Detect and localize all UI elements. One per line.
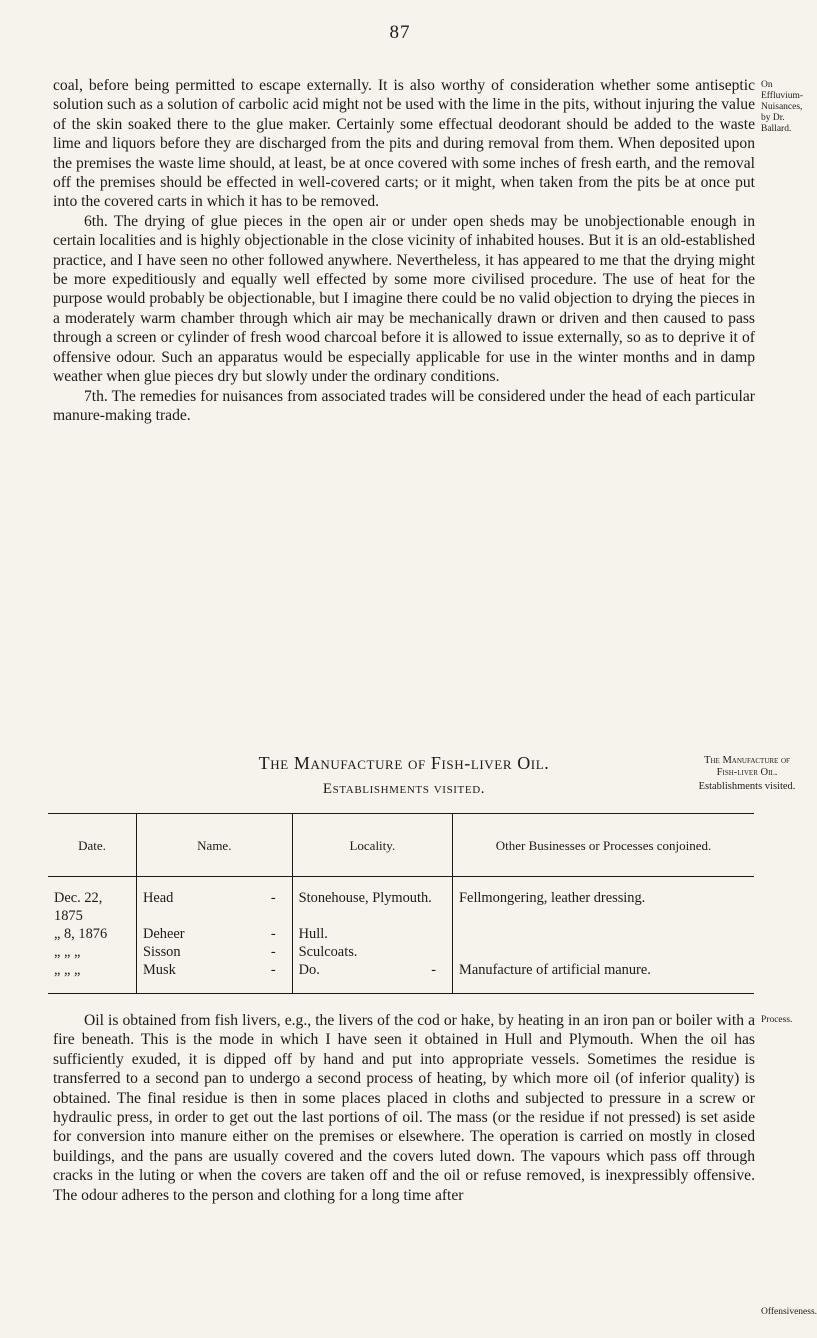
cell-locality: Sculcoats. bbox=[292, 943, 452, 961]
table-row bbox=[48, 943, 754, 961]
table-row bbox=[48, 961, 754, 994]
section-subtitle: Establishments visited. bbox=[322, 781, 486, 797]
cell-name bbox=[136, 925, 292, 943]
establishments-table bbox=[48, 813, 754, 994]
cell-date: Dec. 22, 1875 bbox=[54, 890, 103, 924]
header-other-businesses: Other Businesses or Processes conjoined. bbox=[453, 814, 754, 877]
header-name: Name. bbox=[136, 814, 292, 877]
name-text: Sisson bbox=[142, 944, 181, 960]
name-text: Deheer bbox=[142, 926, 185, 942]
leader-dash: - bbox=[270, 926, 276, 942]
margin-section-subtitle: Establishments visited. bbox=[698, 781, 796, 792]
cell-name bbox=[136, 961, 292, 994]
margin-note-section bbox=[693, 755, 801, 793]
cell-date: „ „ „ bbox=[54, 944, 81, 960]
name-text: Head bbox=[142, 890, 174, 906]
paragraph: 7th. The remedies for nuisances from associated trades will be considered under the head of each particular manure-making trade. bbox=[53, 387, 755, 424]
leader-dash: - bbox=[431, 962, 437, 978]
margin-section-title: The Manufacture of Fish-liver Oil. bbox=[704, 755, 790, 778]
header-locality: Locality. bbox=[292, 814, 452, 877]
cell-date: „ „ „ bbox=[48, 961, 136, 994]
page-number: 87 bbox=[389, 22, 411, 43]
margin-note-effluvium: On Effluvium-Nuisances, by Dr. Ballard. bbox=[761, 80, 804, 134]
cell-other bbox=[453, 943, 754, 961]
margin-note-process: Process. bbox=[761, 1015, 793, 1025]
table-row bbox=[48, 925, 754, 943]
cell-date: „ 8, 1876 bbox=[54, 926, 108, 942]
paragraph: coal, before being permitted to escape externally. It is also worthy of consideration whether some antiseptic solution such as a solution of carbolic acid might not be used with the lime in the pits, without injuring the value of the skin soaked there to the glue maker. Certainly some effectual deodorant should be added to the waste lime and liquors before they are discharged from the pits and during removal from them. When deposited upon the premises the waste lime should, at least, be at once covered with some inches of fresh earth, and the removal off the premises should be effected in well-covered carts; or it might, when taken from the pits be at once put into the covered carts in which it has to be removed. bbox=[53, 77, 755, 211]
leader-dash: - bbox=[270, 962, 276, 978]
cell-name bbox=[136, 943, 292, 961]
paragraph: 6th. The drying of glue pieces in the open air or under open sheds may be unobjectionable enough in certain localities and is highly objectionable in the close vicinity of inhabited houses. But it is an old-established practice, and I have seen no other followed anywhere. Nevertheless, it has appeared to me that the drying might be more expeditiously and equally well effected by some more civilised procedure. The use of heat for the purpose would probably be objectionable, but I imagine there could be no valid objection to drying the pieces in a moderately warm chamber through which air may be mechanically drawn or driven and then caused to pass through a screen or cylinder of fresh wood charcoal before it is allowed to issue externally, so as to deprive it of offensive odour. Such an apparatus would be especially applicable for use in the winter months and in damp weather when glue pieces dry but slowly under the ordinary conditions. bbox=[53, 212, 755, 386]
header-date: Date. bbox=[48, 814, 136, 877]
cell-locality bbox=[292, 961, 452, 994]
paragraph: Oil is obtained from fish livers, e.g., the livers of the cod or hake, by heating in an iron pan or boiler with a fire beneath. This is the mode in which I have seen it obtained in Hull and Plymouth. When the oil has sufficiently exuded, it is dipped off by hand and put into appropriate vessels. Sometimes the residue is transferred to a second pan to undergo a second process of heating, by which more oil (of inferior quality) is obtained. The final residue is then in some places placed in cloths and subjected to pressure in a screw or hydraulic press, in order to get out the last portions of oil. The mass (or the residue if not pressed) is set aside for conversion into manure either on the premises or elsewhere. The operation is carried on mostly in closed buildings, and the pans are usually covered and the covers luted down. The vapours which pass off through cracks in the luting or when the covers are taken off and the oil or refuse removed, is inexpressibly offensive. The odour adheres to the person and clothing for a long time after bbox=[53, 1012, 755, 1204]
cell-locality: Stonehouse, Plymouth. bbox=[292, 877, 452, 926]
top-text-block bbox=[53, 76, 755, 425]
cell-name bbox=[136, 877, 292, 926]
leader-dash: - bbox=[270, 944, 276, 960]
cell-other: Fellmongering, leather dressing. bbox=[453, 877, 754, 926]
table-header-row bbox=[48, 814, 754, 877]
section-title: The Manufacture of Fish-liver Oil. bbox=[258, 753, 550, 773]
margin-note-offensiveness: Offensiveness. bbox=[761, 1307, 817, 1317]
leader-dash: - bbox=[270, 890, 276, 906]
table-row bbox=[48, 877, 754, 926]
cell-other bbox=[453, 925, 754, 943]
name-text: Musk bbox=[142, 962, 176, 978]
cell-locality: Hull. bbox=[292, 925, 452, 943]
bottom-text-block bbox=[53, 1011, 755, 1205]
locality-text: Do. bbox=[298, 962, 320, 978]
cell-other: Manufacture of artificial manure. bbox=[453, 961, 754, 994]
